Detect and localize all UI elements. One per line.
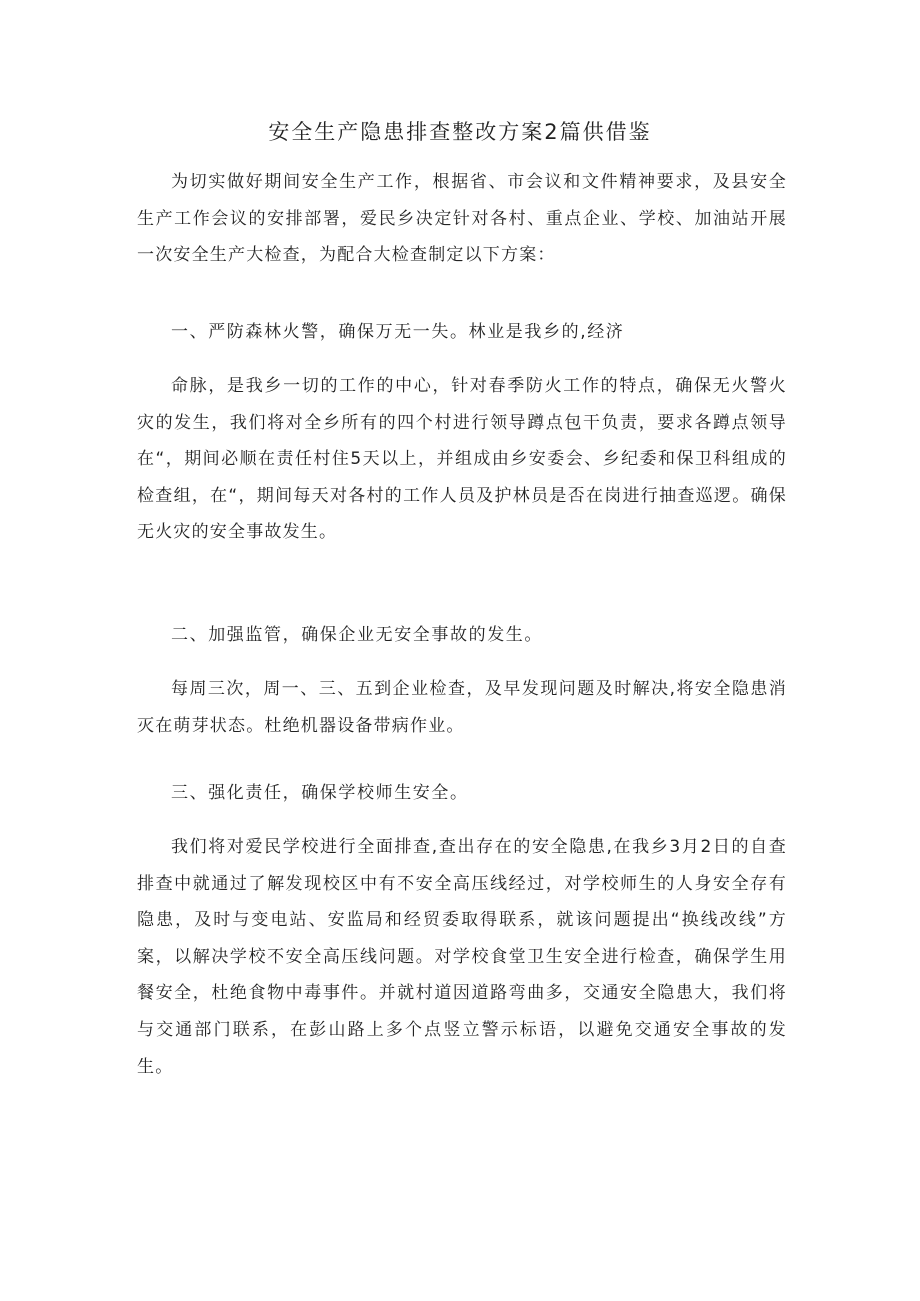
school-paragraph: 我们将对爱民学校进行全面排查,查出存在的安全隐患,在我乡3月2日的自查排查中就通过了解发现校区中有不安全高压线经过，对学校师生的人身安全存有隐患，及时与变电站、安监局和经贸委取得联系，就该问题提出“换线改线”方案，以解决学校不安全高压线问题。对学校食堂卫生安全进行检查，确保学生用餐安全，杜绝食物中毒事件。并就村道因道路弯曲多，交通安全隐患大，我们将与交通部门联系，在彭山路上多个点竖立警示标语，以避免交通安全事故的发生。 — [137, 837, 787, 1077]
section-heading-forest-fire: 一、严防森林火警，确保万无一失。林业是我乡的,经济 — [171, 322, 625, 342]
section-heading-school: 三、强化责任，确保学校师生安全。 — [171, 783, 469, 803]
enterprise-paragraph: 每周三次，周一、三、五到企业检查，及早发现问题及时解决,将安全隐患消灭在萌芽状态。杜绝机器设备带病作业。 — [137, 679, 787, 736]
document-title: 安全生产隐患排查整改方案2篇供借鉴 — [268, 120, 652, 144]
forest-fire-paragraph: 命脉，是我乡一切的工作的中心，针对春季防火工作的特点，确保无火警火灾的发生，我们将对全乡所有的四个村进行领导蹲点包干负责，要求各蹲点领导在“，期间必顺在责任村住5天以上，并组成由乡安委会、乡纪委和保卫科组成的检查组，在“，期间每天对各村的工作人员及护林员是否在岗进行抽查巡逻。确保无火灾的安全事故发生。 — [137, 376, 787, 543]
intro-paragraph: 为切实做好期间安全生产工作，根据省、市会议和文件精神要求，及县安全生产工作会议的安排部署，爱民乡决定针对各村、重点企业、学校、加油站开展一次安全生产大检查，为配合大检查制定以下方案： — [137, 172, 787, 266]
section-heading-enterprise: 二、加强监管，确保企业无安全事故的发生。 — [171, 625, 543, 645]
